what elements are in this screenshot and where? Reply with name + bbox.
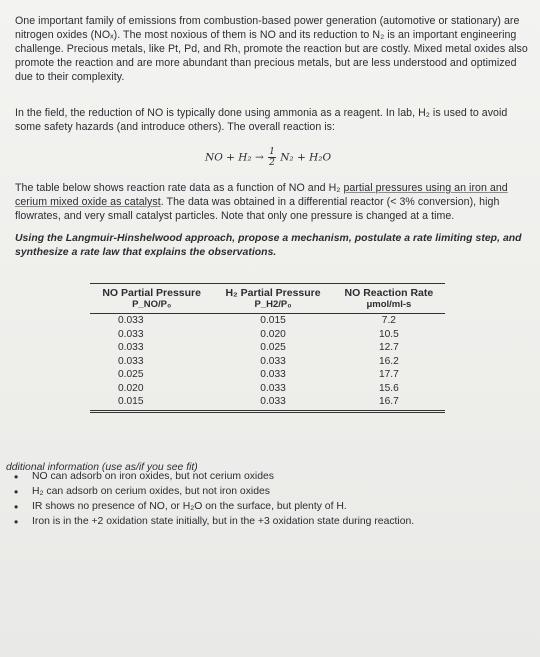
table-description-paragraph bbox=[15, 181, 533, 223]
equation-fraction bbox=[268, 147, 276, 168]
col-header-rate: NO Reaction Rate bbox=[344, 287, 434, 299]
table-row bbox=[90, 328, 445, 342]
cell-rate: 10.5 bbox=[378, 328, 399, 340]
table-subheader-row bbox=[90, 299, 445, 314]
cell-rate: 17.7 bbox=[378, 369, 399, 380]
cell-h2-pressure: 0.033 bbox=[260, 369, 286, 380]
col-subheader-h2-pressure: P_H2/P₀ bbox=[213, 299, 332, 314]
cell-rate: 16.2 bbox=[378, 355, 399, 367]
field-paragraph: In the field, the reduction of NO is typically done using ammonia as a reagent. In lab, H₂ is used to avoid some safety hazards (and introduce others). The overall reaction is: bbox=[15, 107, 508, 133]
cell-rate: 15.6 bbox=[378, 382, 399, 394]
cell-h2-pressure: 0.033 bbox=[260, 355, 286, 367]
table-header-row bbox=[90, 284, 445, 300]
list-item: • NO can adsorb on iron oxides, but not cerium oxides bbox=[14, 470, 534, 484]
equation-left: NO + H₂ → bbox=[205, 151, 264, 164]
description-underlined-text: partial pressures using an iron and cerium mixed oxide as catalyst bbox=[15, 182, 508, 208]
list-item: • H₂ can adsorb on cerium oxides, but not iron oxides bbox=[14, 485, 534, 499]
table-row bbox=[90, 382, 445, 396]
cell-no-pressure: 0.020 bbox=[118, 382, 144, 394]
cell-no-pressure: 0.015 bbox=[90, 395, 213, 411]
table-row bbox=[90, 314, 445, 328]
table-row bbox=[90, 368, 445, 382]
list-item: • IR shows no presence of NO, or H₂O on the surface, but plenty of H. bbox=[14, 500, 534, 514]
cell-h2-pressure: 0.020 bbox=[260, 328, 286, 340]
table-row bbox=[90, 395, 445, 411]
col-subheader-rate: μmol/ml-s bbox=[333, 299, 445, 314]
cell-no-pressure: 0.033 bbox=[118, 355, 144, 367]
table-row bbox=[90, 355, 445, 369]
additional-info-list bbox=[14, 470, 534, 530]
col-subheader-no-pressure: P_NO/P₀ bbox=[90, 299, 213, 314]
list-item: • Iron is in the +2 oxidation state initially, but in the +3 oxidation state during reaction. bbox=[14, 515, 534, 529]
question-prompt: Using the Langmuir-Hinshelwood approach, propose a mechanism, postulate a rate limiting step, and synthesize a rate law that explains the observations. bbox=[15, 233, 522, 258]
cell-no-pressure: 0.033 bbox=[118, 328, 144, 340]
table-row bbox=[90, 341, 445, 355]
additional-info-heading: dditional information (use as/if you see fit) bbox=[6, 462, 198, 473]
col-header-no-pressure: NO Partial Pressure bbox=[102, 287, 201, 299]
rate-data-table bbox=[90, 283, 445, 413]
cell-no-pressure: 0.025 bbox=[118, 369, 144, 380]
cell-h2-pressure: 0.033 bbox=[213, 395, 332, 411]
cell-h2-pressure: 0.025 bbox=[260, 342, 286, 353]
col-header-h2-pressure: H₂ Partial Pressure bbox=[225, 287, 321, 299]
cell-rate: 12.7 bbox=[378, 342, 399, 353]
cell-no-pressure: 0.033 bbox=[118, 342, 144, 353]
cell-rate: 16.7 bbox=[333, 395, 445, 411]
intro-paragraph: One important family of emissions from combustion-based power generation (automotive or stationary) are nitrogen oxides (NOₓ). The most noxious of them is NO and its reduction to N₂ is an important engineering challenge. Precious metals, like Pt, Pd, and Rh, promote the reaction but are costly. Mixed metal oxides also promote the reaction and are more abundant than precious metals, but are less understood and optimized due to their complexity. bbox=[15, 15, 528, 83]
fraction-numerator: 1 bbox=[269, 147, 275, 157]
equation-right: N₂ + H₂O bbox=[280, 151, 332, 164]
description-text-2: . The data was obtained in a differential reactor (< 3% conversion), high flowrates, and very small catalyst particles. Note that only one pressure is changed at a time. bbox=[15, 196, 500, 222]
cell-h2-pressure: 0.015 bbox=[260, 315, 286, 326]
cell-no-pressure: 0.033 bbox=[118, 315, 144, 326]
cell-rate: 7.2 bbox=[381, 315, 396, 326]
description-text-1: The table below shows reaction rate data as a function of NO and H₂ bbox=[15, 182, 344, 194]
fraction-denominator: 2 bbox=[269, 158, 275, 168]
cell-h2-pressure: 0.033 bbox=[260, 382, 286, 394]
reaction-equation bbox=[205, 147, 331, 168]
